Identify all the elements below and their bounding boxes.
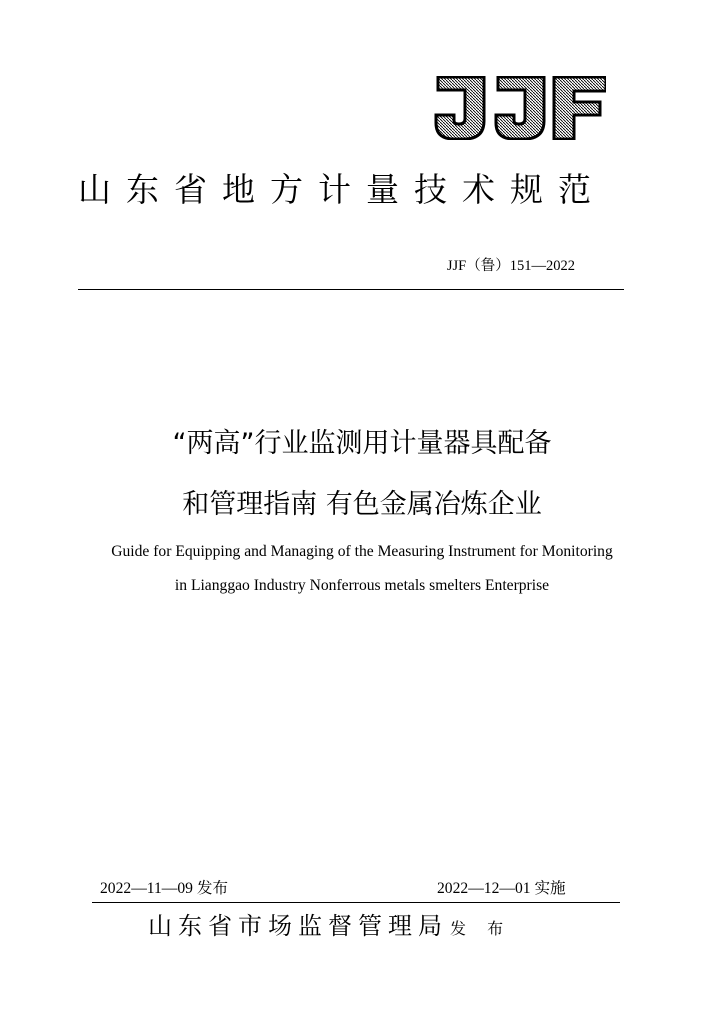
logo-letter-1: [436, 77, 484, 139]
issuer-suffix: 发 布: [450, 919, 512, 938]
footer-divider: [92, 902, 620, 903]
jjf-logo: [434, 76, 606, 140]
english-title-line-2: in Lianggao Industry Nonferrous metals smelters Enterprise: [174, 577, 550, 594]
logo-letter-3: [554, 77, 606, 139]
chinese-title-line-2: 和管理指南 有色金属冶炼企业: [182, 489, 542, 520]
series-title: 山东省地方计量技术规范: [78, 170, 606, 209]
english-title-line-1: Guide for Equipping and Managing of the Measuring Instrument for Monitoring: [111, 543, 613, 560]
implementation-date: 2022—12—01 实施: [437, 880, 566, 897]
chinese-title-line-1: “两高”行业监测用计量器具配备: [172, 428, 552, 459]
issuer-name: 山东省市场监督管理局: [148, 912, 448, 940]
standard-number: JJF（鲁）151—2022: [446, 258, 575, 274]
logo-letter-2: [496, 77, 544, 139]
issuer-block: [148, 906, 511, 946]
issue-date: 2022—11—09 发布: [100, 880, 229, 897]
header-divider: [78, 289, 624, 290]
